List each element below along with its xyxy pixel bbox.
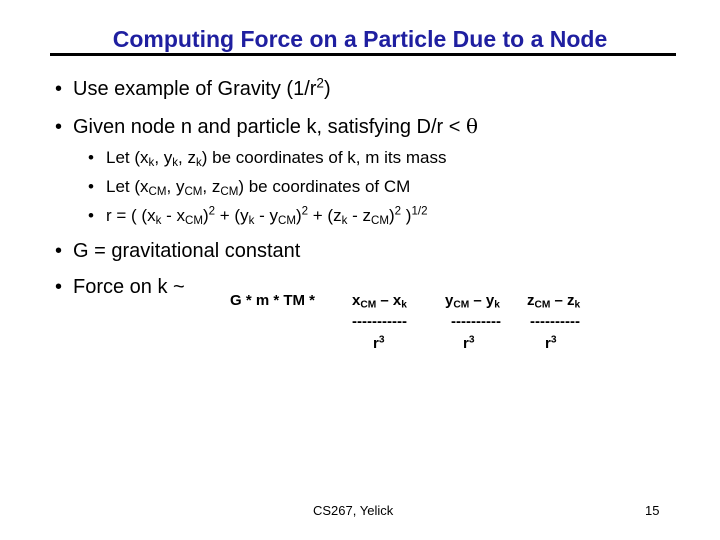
superscript: 2 bbox=[208, 205, 216, 218]
formula-y-denominator bbox=[463, 335, 475, 352]
subscript: CM bbox=[148, 185, 167, 198]
subscript: k bbox=[401, 299, 407, 311]
subscript: k bbox=[494, 299, 500, 311]
bullet-given-text: Given node n and particle k, satisfying D/r < bbox=[73, 116, 466, 138]
text-part: , z bbox=[202, 177, 221, 196]
subscript: CM bbox=[184, 214, 203, 227]
text-part: ) bbox=[388, 206, 395, 225]
text-part: – z bbox=[550, 292, 575, 309]
text-part: - x bbox=[161, 206, 185, 225]
subscript: k bbox=[341, 214, 348, 227]
title-underline bbox=[50, 53, 676, 56]
subscript: k bbox=[155, 214, 162, 227]
text-part: r bbox=[463, 335, 469, 352]
bullet-dot: • bbox=[88, 206, 94, 225]
text-part: ) be coordinates of k, m its mass bbox=[201, 148, 447, 167]
subscript: CM bbox=[184, 185, 203, 198]
superscript: 2 bbox=[394, 205, 402, 218]
subscript: k bbox=[172, 156, 179, 169]
footer-course: CS267, Yelick bbox=[313, 503, 394, 518]
sub-bullet-let-cm bbox=[88, 177, 410, 197]
text-part: Let (x bbox=[106, 177, 149, 196]
text-part: r bbox=[373, 335, 379, 352]
superscript: 1/2 bbox=[411, 205, 428, 218]
superscript: 2 bbox=[301, 205, 309, 218]
sub-bullet-r-definition bbox=[88, 206, 428, 226]
formula-z-dashes: ---------- bbox=[530, 313, 580, 330]
subscript: k bbox=[196, 156, 202, 169]
text-part: + (z bbox=[308, 206, 342, 225]
bullet-g-text: G = gravitational constant bbox=[73, 240, 301, 262]
bullet-dot: • bbox=[55, 116, 63, 138]
subscript: k bbox=[148, 156, 155, 169]
bullet-dot: • bbox=[55, 78, 63, 100]
superscript: 3 bbox=[378, 334, 385, 346]
theta-symbol: θ bbox=[465, 114, 479, 138]
page-title: Computing Force on a Particle Due to a Node bbox=[112, 26, 608, 52]
formula-x-dashes: ----------- bbox=[352, 313, 407, 330]
bullet-dot: • bbox=[55, 240, 63, 262]
text-part: Let (x bbox=[106, 148, 149, 167]
formula-x-denominator bbox=[373, 335, 385, 352]
bullet-gravitational-constant bbox=[55, 240, 300, 263]
superscript: 3 bbox=[468, 334, 475, 346]
subscript: CM bbox=[453, 299, 470, 311]
text-part: z bbox=[527, 292, 535, 309]
formula-prefix: G * m * TM * bbox=[230, 292, 316, 309]
bullet-gravity-text: Use example of Gravity (1/r bbox=[73, 78, 317, 100]
text-part: r bbox=[545, 335, 551, 352]
bullet-dot: • bbox=[88, 177, 94, 196]
bullet-dot: • bbox=[88, 148, 94, 167]
text-part: – y bbox=[469, 292, 495, 309]
sub-bullet-let-k bbox=[88, 148, 446, 168]
page-number: 15 bbox=[645, 503, 660, 518]
text-part: ) bbox=[295, 206, 302, 225]
formula-z-denominator bbox=[545, 335, 557, 352]
subscript: CM bbox=[220, 185, 239, 198]
subscript: CM bbox=[360, 299, 377, 311]
subscript: CM bbox=[534, 299, 551, 311]
text-part: y bbox=[445, 292, 454, 309]
formula-y-dashes: ---------- bbox=[451, 313, 501, 330]
superscript: 3 bbox=[550, 334, 557, 346]
text-part: , y bbox=[154, 148, 173, 167]
bullet-dot: • bbox=[55, 276, 63, 298]
subscript: CM bbox=[277, 214, 296, 227]
text-part: , y bbox=[166, 177, 185, 196]
bullet-force bbox=[55, 276, 185, 299]
formula-z-numerator bbox=[527, 292, 580, 309]
bullet-force-text: Force on k ~ bbox=[73, 276, 185, 298]
text-part: r = ( (x bbox=[106, 206, 156, 225]
bullet-gravity-tail: ) bbox=[323, 78, 331, 100]
formula-y-numerator bbox=[445, 292, 500, 309]
bullet-given bbox=[55, 114, 478, 139]
bullet-gravity-sup: 2 bbox=[316, 75, 324, 91]
text-part: + (y bbox=[215, 206, 249, 225]
text-part: ) be coordinates of CM bbox=[238, 177, 411, 196]
subscript: k bbox=[574, 299, 581, 311]
bullet-gravity bbox=[55, 75, 331, 101]
text-part: - y bbox=[254, 206, 278, 225]
text-part: ) bbox=[401, 206, 412, 225]
text-part: , z bbox=[178, 148, 196, 167]
text-part: ) bbox=[202, 206, 209, 225]
subscript: CM bbox=[370, 214, 389, 227]
subscript: k bbox=[248, 214, 255, 227]
text-part: x bbox=[352, 292, 361, 309]
text-part: - z bbox=[347, 206, 371, 225]
text-part: – x bbox=[376, 292, 402, 309]
formula-x-numerator bbox=[352, 292, 407, 309]
